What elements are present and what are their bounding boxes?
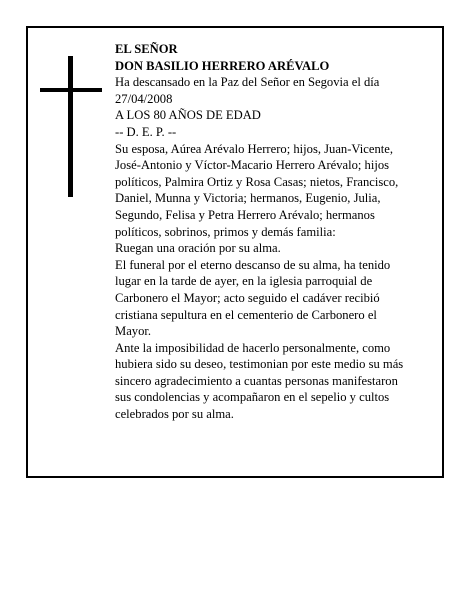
family-paragraph: Su esposa, Aúrea Arévalo Herrero; hijos, Juan-Vicente, José-Antonio y Víctor-Macario Herrero Arévalo; hijos políticos, Palmira Ortiz y Rosa Casas; nietos, Francisco, Daniel, Munna y Victoria; hermanos, Eugenio, Julia, Segundo, Felisa y Petra Herrero Arévalo; hermanos políticos, sobrinos, primos y demás familia: — [115, 141, 399, 239]
prayer-line: Ruegan una oración por su alma. — [115, 241, 281, 256]
funeral-paragraph: El funeral por el eterno descanso de su alma, ha tenido lugar en la tarde de ayer, en la iglesia parroquial de Carbonero el Mayor; acto seguido el cadáver recibió cristiana sepultura en el cementerio de Carbonero el Mayor. — [115, 257, 391, 339]
thanks-paragraph: Ante la imposibilidad de hacerlo personalmente, como hubiera sido su deseo, testimonian por este medio su más sincero agradecimiento a cuantas personas manifestaron sus condolencias y acompañaron en el sepelio y cultos celebrados por su alma. — [115, 340, 404, 422]
deceased-name: DON BASILIO HERRERO ARÉVALO — [115, 58, 330, 73]
heading-line-1: EL SEÑOR — [115, 42, 178, 56]
obituary-notice — [26, 26, 444, 478]
announcement: Ha descansado en la Paz del Señor en Segovia el día 27/04/2008 — [115, 75, 380, 106]
rip-line: -- D. E. P. -- — [115, 124, 177, 139]
notice-text — [115, 41, 415, 423]
age-line: A LOS 80 AÑOS DE EDAD — [115, 108, 261, 123]
cross-vertical-bar — [68, 56, 73, 197]
cross-horizontal-bar — [40, 88, 102, 92]
